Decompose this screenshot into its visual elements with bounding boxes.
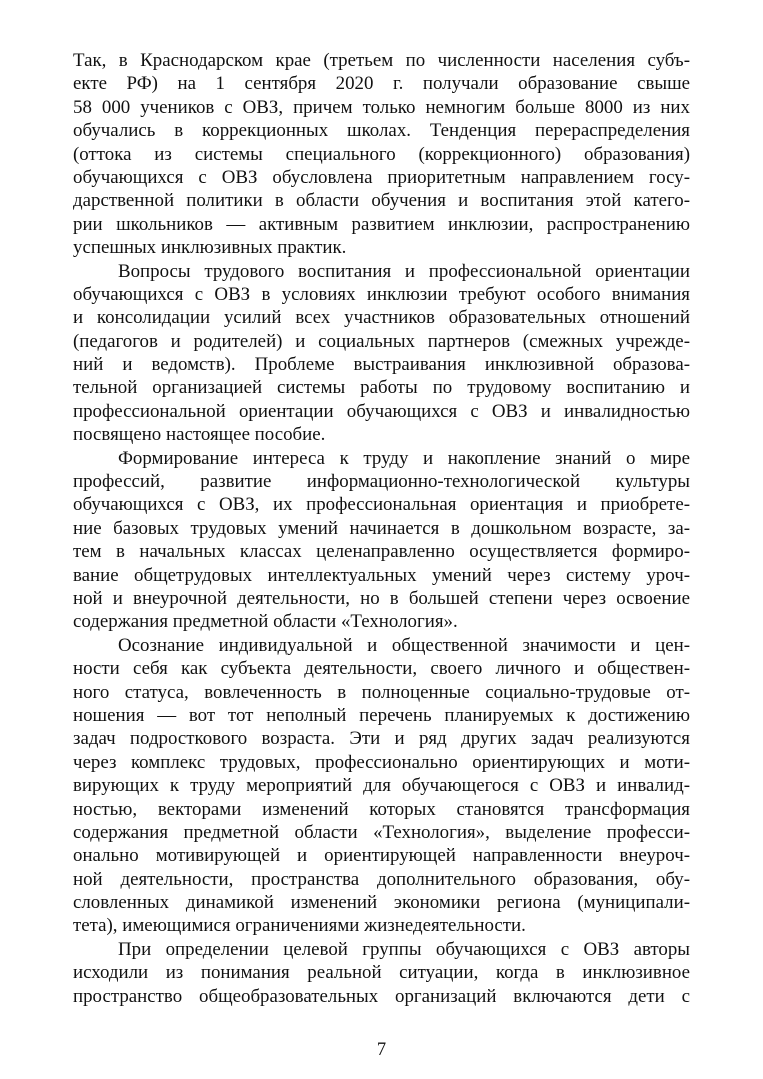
text-line: онально мотивирующей и ориентирующей направленности внеуроч- [73, 845, 690, 867]
text-line: тета), имеющимися ограничениями жизнедеятельности. [73, 915, 526, 937]
text-line: профессий, развитие информационно-технологической культуры [73, 471, 690, 493]
text-line: Осознание индивидуальной и общественной значимости и цен- [118, 634, 690, 656]
text-line: исходили из понимания реальной ситуации, когда в инклюзивное [73, 962, 690, 984]
text-line: рии школьников — активным развитием инклюзии, распространению [73, 213, 690, 235]
text-line: ного статуса, вовлеченность в полноценные социально-трудовые от- [73, 681, 690, 703]
text-line: ной деятельности, пространства дополнительного образования, обу- [73, 868, 690, 890]
text-line: содержания предметной области «Технология». [73, 611, 458, 633]
text-line: словленных динамикой изменений экономики региона (муниципали- [73, 892, 690, 914]
text-line: обучающихся с ОВЗ обусловлена приоритетным направлением госу- [73, 166, 690, 188]
text-line: через комплекс трудовых, профессионально ориентирующих и моти- [73, 751, 690, 773]
text-line: профессиональной ориентации обучающихся с ОВЗ и инвалидностью [73, 400, 690, 422]
text-line: Так, в Краснодарском крае (третьем по численности населения субъ- [73, 50, 690, 71]
text-line: пространство общеобразовательных организаций включаются дети с [73, 985, 690, 1007]
text-line: вание общетрудовых интеллектуальных умений через систему уроч- [73, 564, 690, 586]
text-line: вирующих к труду мероприятий для обучающегося с ОВЗ и инвалид- [73, 775, 690, 797]
text-line: обучающихся с ОВЗ, их профессиональная ориентация и приобрете- [73, 494, 690, 516]
text-line: посвящено настоящее пособие. [73, 424, 326, 446]
text-line: 58 000 учеников с ОВЗ, причем только немногим больше 8000 из них [73, 96, 690, 118]
text-line: екте РФ) на 1 сентября 2020 г. получали образование свыше [73, 73, 690, 95]
page-number: 7 [376, 1040, 387, 1060]
text-line: (оттока из системы специального (коррекционного) образования) [73, 143, 690, 165]
text-line: обучающихся с ОВЗ в условиях инклюзии требуют особого внимания [73, 283, 690, 305]
text-line: тельной организацией системы работы по трудовому воспитанию и [73, 377, 690, 399]
text-line: и консолидации усилий всех участников образовательных отношений [73, 307, 690, 329]
text-line: При определении целевой группы обучающихся с ОВЗ авторы [118, 938, 690, 960]
text-line: ние базовых трудовых умений начинается в дошкольном возрасте, за- [73, 517, 690, 539]
text-line: содержания предметной области «Технология», выделение професси- [73, 821, 690, 843]
text-line: ностью, векторами изменений которых становятся трансформация [73, 798, 690, 820]
body-text [73, 49, 690, 1008]
text-line: ности себя как субъекта деятельности, своего личного и обществен- [73, 658, 690, 680]
text-line: ной и внеурочной деятельности, но в большей степени через освоение [73, 587, 690, 609]
text-line: задач подросткового возраста. Эти и ряд других задач реализуются [73, 728, 690, 750]
text-line: (педагогов и родителей) и социальных партнеров (смежных учрежде- [73, 330, 690, 352]
text-line: ношения — вот тот неполный перечень планируемых к достижению [73, 704, 690, 726]
text-line: дарственной политики в области обучения и воспитания этой катего- [73, 190, 690, 212]
text-line: тем в начальных классах целенаправленно осуществляется формиро- [73, 541, 690, 563]
text-line: успешных инклюзивных практик. [73, 237, 347, 259]
text-line: Формирование интереса к труду и накопление знаний о мире [118, 447, 690, 469]
text-line: Вопросы трудового воспитания и профессиональной ориентации [118, 260, 690, 282]
text-line: обучались в коррекционных школах. Тенденция перераспределения [73, 120, 690, 142]
text-line: ний и ведомств). Проблеме выстраивания инклюзивной образова- [73, 354, 690, 376]
